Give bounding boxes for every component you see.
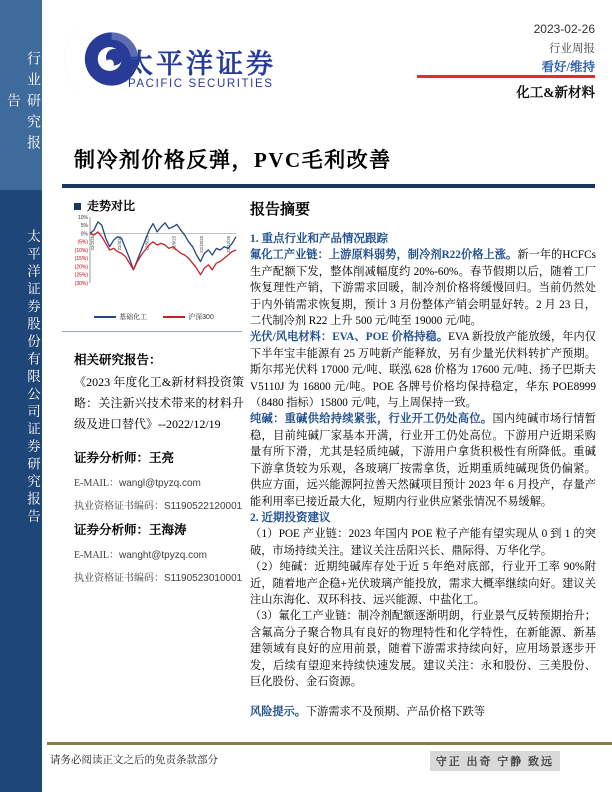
svg-text:(25%): (25%): [74, 272, 88, 279]
logo-text-en: PACIFIC SECURITIES: [128, 78, 274, 90]
summary-section1-title: 1. 重点行业和产品情况跟踪: [250, 233, 388, 245]
paragraph-body: 新一年的HCFCs 生产配额下发，整体削减幅度约 20%-60%。春节假期以后，随着工厂恢复理性产销，下游需求回暖，制冷剂价格将缓慢回归。当前仍然处于内外销需求恢复期，预计 3 月份整体产销会明显好转。2 月 23 日，二代制冷剂 R22 上升 500 元/吨至 19000 元/吨。: [250, 249, 596, 328]
analyst-cert-number: S1190522120001: [164, 501, 243, 512]
paragraph-body: EVA 新投放产能放缓，年内仅下半年宝丰能源有 25 万吨新产能释放，另有少量光伏料转扩产预期。斯尔邦光伏料 17000 元/吨、联泓 628 价格为 17600 元/吨、扬子巴斯夫 V5110J 为 16800 元/吨。POE 各牌号价格均保持稳定，华东 POE8999（8480 指标）15800 元/吨，与上周保持一致。: [250, 331, 596, 410]
risk-lead: 风险提示。: [250, 706, 306, 719]
analyst-email[interactable]: wanght@tpyzq.com: [119, 550, 207, 561]
sidebar-report-category: 行业研究报告: [5, 50, 40, 156]
svg-text:22/6/25: 22/6/25: [144, 236, 150, 251]
suggestion-item: （2）纯碱：近期纯碱库存处于近 5 年绝对底部，行业开工率 90%附近，随着地产企稳+光伏玻璃产能投放，需求大概率继续向好。建议关注山东海化、双环科技、远兴能源、中盐化工。: [250, 561, 596, 606]
summary-paragraph: [250, 247, 596, 329]
chart-legend: [66, 312, 242, 322]
svg-text:(15%): (15%): [74, 256, 88, 263]
report-date: 2023-02-26: [533, 22, 595, 36]
svg-text:22/12/25: 22/12/25: [226, 236, 231, 253]
svg-text:22/4/25: 22/4/25: [117, 236, 123, 251]
related-report-item[interactable]: 《2023 年度化工&新材料投资策略：关注新兴技术带来的材料升级及进口替代》--2022/12/19: [74, 375, 244, 431]
svg-text:22/8/25: 22/8/25: [171, 236, 177, 251]
email-label: E-MAIL：: [74, 550, 119, 561]
rating-underline: [417, 75, 595, 78]
analyst-name: 证券分析师：王海涛: [74, 523, 187, 537]
analyst-block: [74, 448, 246, 520]
summary-paragraph: [250, 411, 596, 509]
analyst-email[interactable]: wangl@tpyzq.com: [119, 478, 201, 489]
svg-text:22/10/25: 22/10/25: [198, 236, 204, 253]
footer-divider: [47, 742, 612, 745]
left-column-divider: [62, 331, 242, 332]
paragraph-lead: 氟化工产业链：上游原料弱势，制冷剂R22价格上涨。: [250, 249, 518, 262]
summary-section2-title: 2. 近期投资建议: [250, 511, 331, 524]
cert-label: 执业资格证书编码：: [74, 501, 164, 512]
legend-line-icon: [163, 316, 185, 318]
svg-text:22/2/25: 22/2/25: [90, 236, 95, 251]
svg-text:(20%): (20%): [74, 264, 88, 271]
trend-chart: [66, 212, 242, 310]
trend-chart-svg: [66, 212, 242, 310]
analyst-cert-number: S1190523010001: [164, 573, 243, 584]
company-motto: 守正 出奇 宁静 致远: [430, 751, 560, 771]
svg-text:(30%): (30%): [74, 280, 88, 287]
logo-text-cn: 太平洋证券: [126, 49, 276, 79]
analyst-name: 证券分析师：王亮: [74, 451, 175, 465]
related-reports-title: 相关研究报告：: [74, 353, 162, 367]
suggestion-item: （1）POE 产业链：2023 年国内 POE 粒子产能有望实现从 0 到 1 的突破，市场持续关注。建议关注岳阳兴长、鼎际得、万华化学。: [250, 528, 596, 557]
paragraph-lead: 光伏/风电材料：EVA、POE 价格持稳。: [250, 331, 449, 344]
report-type: 行业周报: [549, 43, 595, 55]
legend-label: 基础化工: [119, 314, 148, 321]
summary-paragraph: [250, 329, 596, 411]
sidebar-company-label: 太平洋证券股份有限公司证券研究报告: [25, 229, 40, 527]
trend-section-title: 走势对比: [74, 197, 135, 214]
email-label: E-MAIL：: [74, 478, 119, 489]
company-logo: [60, 12, 310, 108]
analyst-block: [74, 520, 246, 592]
legend-line-icon: [94, 316, 116, 318]
suggestion-item: （3）氟化工产业链：制冷剂配额逐渐明朗，行业景气反转预期抬升；含氟高分子聚合物具有良好的物理特性和化学特性，在新能源、新基建领域有良好的应用前景，随着下游需求持续向好，应用场景逐步开发，后续有望迎来持续快速发展。建议关注：永和股份、三美股份、巨化股份、金石资源。: [250, 610, 596, 688]
square-bullet-icon: [74, 203, 81, 210]
report-summary: [250, 198, 596, 721]
legend-item: [94, 312, 147, 322]
paragraph-lead: 纯碱：重碱供给持续紧张，行业开工仍处高位。: [250, 413, 493, 426]
svg-text:5%: 5%: [80, 223, 88, 230]
industry-rating: 看好/维持: [541, 60, 595, 74]
disclaimer-note: 请务必阅读正文之后的免责条款部分: [50, 755, 218, 766]
industry-name: 化工&新材料: [516, 85, 595, 100]
risk-notice: [250, 704, 596, 720]
svg-text:0%: 0%: [80, 231, 88, 238]
risk-body: 下游需求不及预期、产品价格下跌等: [305, 706, 485, 719]
legend-item: [163, 312, 214, 322]
report-title: 制冷剂价格反弹，PVC毛利改善: [74, 148, 392, 172]
svg-text:(10%): (10%): [74, 247, 88, 254]
svg-text:(5%): (5%): [77, 239, 88, 246]
svg-text:10%: 10%: [77, 214, 88, 221]
cert-label: 执业资格证书编码：: [74, 573, 164, 584]
title-divider: [62, 184, 595, 188]
paragraph-body: 国内纯碱市场行情暂稳，目前纯碱厂家基本开满，行业开工仍处高位。下游用户近期采购量有所下滑，尤其是轻质纯碱，下游用户拿货积极性有所降低。重碱下游拿货较为乐观，各玻璃厂按需拿货，近期重质纯碱现货仍偏紧。供应方面，远兴能源阿拉善天然碱项目预计 2023 年 6 月投产，存量产能利用率已接近最大化，短期内行业供应紧张情况不易缓解。: [250, 413, 596, 508]
summary-heading: 报告摘要: [250, 202, 311, 218]
legend-label: 沪深300: [188, 314, 214, 321]
